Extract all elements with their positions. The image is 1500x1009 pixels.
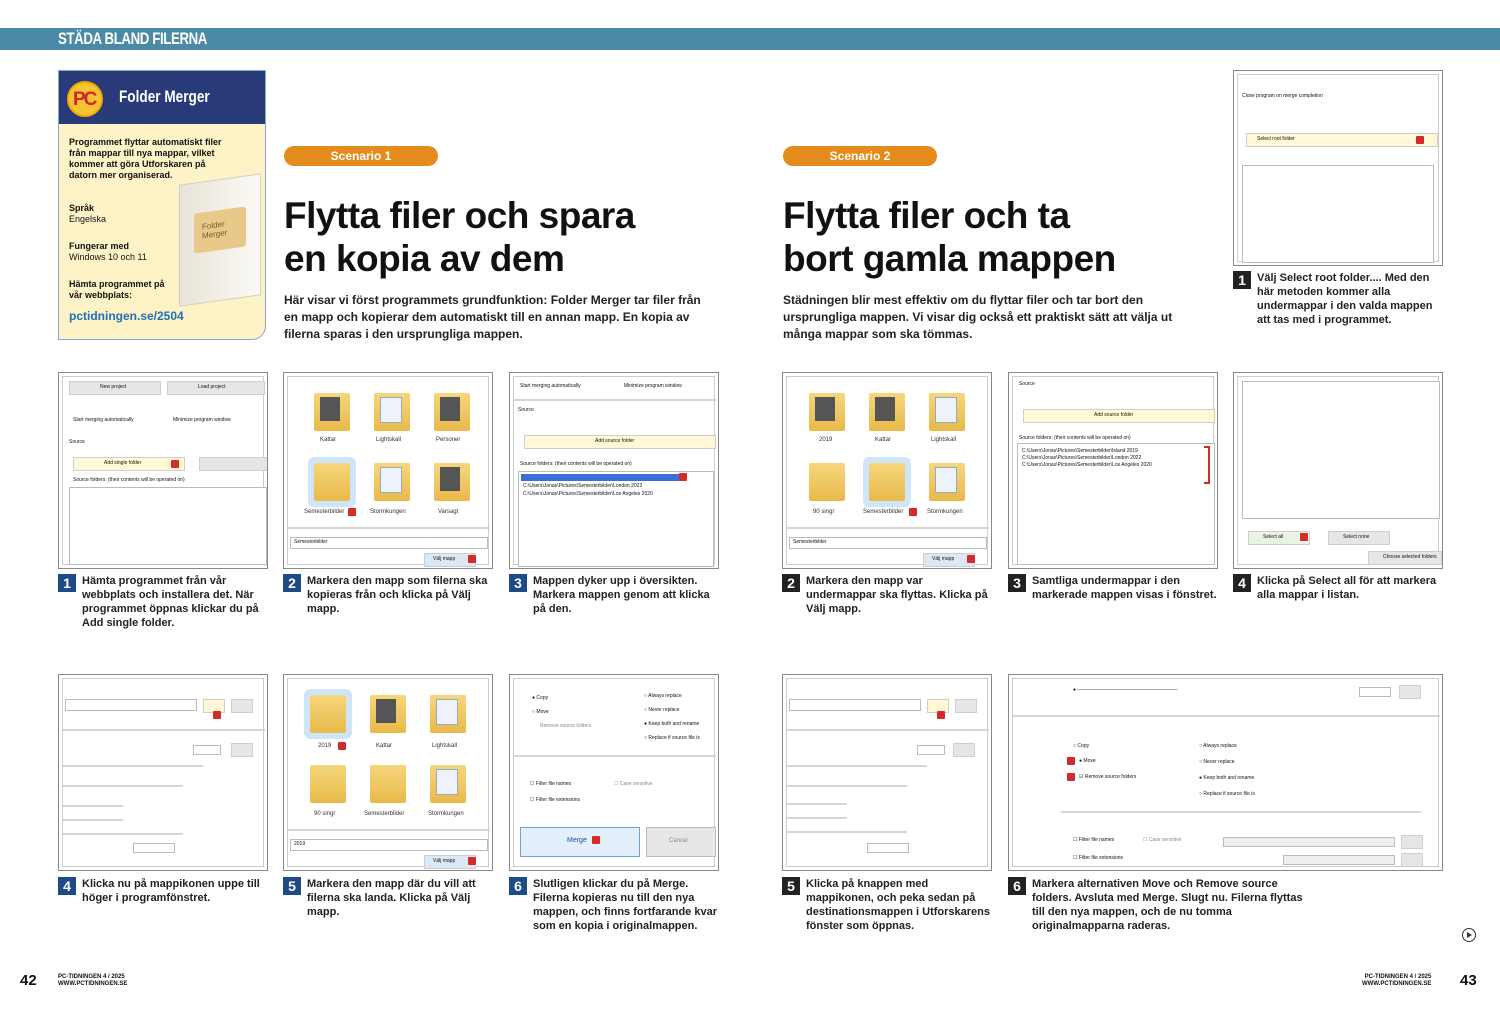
- copy-radio[interactable]: ○ Copy: [1073, 743, 1090, 749]
- page-number-left: 42: [20, 972, 37, 989]
- source-folder-list[interactable]: [1017, 443, 1215, 565]
- marker-1: [1067, 757, 1075, 765]
- screenshot-s2-step3: [1008, 372, 1218, 569]
- open-folder-icon[interactable]: [231, 699, 253, 713]
- source-label: Source: [69, 439, 85, 445]
- folder-icon[interactable]: [374, 393, 410, 431]
- valj-mapp-button[interactable]: Välj mapp: [923, 553, 975, 567]
- add-source-folder-button[interactable]: Add source folder: [1023, 409, 1215, 423]
- caption-s1-6: 6 Slutligen klickar du på Merge. Filerna kopieras nu till den nya mappen, och finns fortfarande kvar som en kopia i originalmappen.: [509, 877, 719, 933]
- screenshot-s1-step6: [509, 674, 719, 871]
- always-replace-radio[interactable]: ○ Always replace: [644, 693, 682, 699]
- add-single-folder-button[interactable]: Add single folder: [73, 457, 185, 471]
- level-button[interactable]: [231, 743, 253, 757]
- source-folder-list[interactable]: [1242, 165, 1434, 263]
- product-header: [59, 71, 265, 124]
- marker-1: [909, 508, 917, 516]
- product-info-box: [58, 70, 266, 340]
- level-field[interactable]: [1359, 687, 1391, 697]
- close-program-checkbox[interactable]: Close program on merge completion: [1242, 93, 1323, 99]
- folder-icon[interactable]: [370, 765, 406, 803]
- list-item[interactable]: C:\Users\Jonas\Pictures\Semesterbilder\London 2022: [523, 483, 643, 489]
- language-value: Engelska: [69, 214, 107, 224]
- merge-option-radio[interactable]: ● ————————————————————: [1073, 687, 1178, 693]
- filter-names-checkbox[interactable]: ☐ Filter file names: [530, 781, 572, 787]
- level-field[interactable]: [917, 745, 945, 755]
- valj-mapp-button[interactable]: Välj mapp: [424, 553, 476, 567]
- marker-1: [338, 742, 346, 750]
- replace-if-radio[interactable]: ○ Replace if source file is: [644, 735, 700, 741]
- move-radio[interactable]: ● Move: [1079, 758, 1096, 764]
- folder-icon[interactable]: [929, 463, 965, 501]
- folder-icon[interactable]: [430, 765, 466, 803]
- marker-1: [937, 711, 945, 719]
- marker-2: [967, 555, 975, 563]
- open-folder-icon[interactable]: [955, 699, 977, 713]
- filter-ext-checkbox[interactable]: ☐ Filter file extensions: [1073, 855, 1124, 861]
- never-replace-radio[interactable]: ○ Never replace: [644, 707, 680, 713]
- cancel-button[interactable]: Cancel: [646, 827, 716, 857]
- copy-radio[interactable]: ● Copy: [532, 695, 549, 701]
- valj-mapp-button[interactable]: Välj mapp: [424, 855, 476, 869]
- folder-icon[interactable]: [434, 393, 470, 431]
- product-name: Folder Merger: [119, 87, 210, 106]
- level-button[interactable]: [953, 743, 975, 757]
- screenshot-s1-step2: Kattar Lightskall Personer Semesterbilder Stormkungen Varsagt Semesterbilder Välj mapp: [283, 372, 493, 569]
- never-replace-radio[interactable]: ○ Never replace: [1199, 759, 1235, 765]
- download-label: Hämta programmet på vår webbplats:: [69, 279, 165, 300]
- filter-names-button[interactable]: [1401, 835, 1423, 849]
- size-select[interactable]: [867, 843, 909, 853]
- download-link[interactable]: pctidningen.se/2504: [69, 309, 184, 323]
- scenario-1-intro: Här visar vi först programmets grundfunktion: Folder Merger tar filer från en mapp och kopierar dem automatiskt till en annan mapp. En kopia av filerna sparas i den ursprungliga mappen.: [284, 293, 701, 341]
- marker-1: [592, 836, 600, 844]
- select-root-button[interactable]: [199, 457, 268, 471]
- folder-icon[interactable]: [430, 695, 466, 733]
- source-folder-list[interactable]: [518, 471, 714, 567]
- list-item-selected[interactable]: [521, 474, 681, 481]
- scenario-1-pill: Scenario 1: [284, 146, 438, 166]
- keep-both-radio[interactable]: ● Keep both and rename: [644, 721, 700, 727]
- case-sensitive-checkbox[interactable]: ☐ Case sensitive: [614, 781, 653, 787]
- destination-field[interactable]: [789, 699, 921, 711]
- list-item[interactable]: C:\Users\Jonas\Pictures\Semesterbilder\London 2022: [1022, 455, 1142, 461]
- magazine-info-left: PC-TIDNINGEN 4 / 2025 WWW.PCTIDNINGEN.SE: [58, 974, 128, 987]
- works-with-label: Fungerar med: [69, 241, 130, 251]
- bracket-marker: [1204, 446, 1210, 484]
- folder-icon[interactable]: [434, 463, 470, 501]
- folder-icon-selected[interactable]: [310, 695, 346, 733]
- caption-s1-5: 5 Markera den mapp där du vill att filerna ska landa. Klicka på Välj mapp.: [283, 877, 493, 919]
- minimize-checkbox[interactable]: Minimize program window: [624, 383, 682, 389]
- replace-if-radio[interactable]: ○ Replace if source file is: [1199, 791, 1255, 797]
- filter-names-field[interactable]: [1223, 837, 1395, 847]
- filter-names-checkbox[interactable]: ☐ Filter file names: [1073, 837, 1115, 843]
- scenario-2-pill: Scenario 2: [783, 146, 937, 166]
- marker-1: [213, 711, 221, 719]
- merge-button[interactable]: Merge: [520, 827, 640, 857]
- path-field[interactable]: Semesterbilder: [290, 537, 488, 549]
- magazine-info-right: PC-TIDNINGEN 4 / 2025 WWW.PCTIDNINGEN.SE: [1362, 974, 1432, 987]
- section-banner: STÄDA BLAND FILERNA: [0, 28, 1500, 50]
- filter-ext-checkbox[interactable]: ☐ Filter file extensions: [530, 797, 581, 803]
- source-label: Source: [518, 407, 534, 413]
- select-root-button[interactable]: Select root folder: [1246, 133, 1438, 147]
- scenario-2-title: Flytta filer och ta bort gamla mappen: [783, 195, 1116, 279]
- size-select[interactable]: [133, 843, 175, 853]
- path-field[interactable]: Semesterbilder: [789, 537, 987, 549]
- caption-s1-2: 2 Markera den mapp som filerna ska kopieras från och klicka på Välj mapp.: [283, 574, 493, 616]
- case-sensitive-checkbox[interactable]: ☐ Case sensitive: [1143, 837, 1182, 843]
- select-none-button[interactable]: Select none: [1328, 531, 1390, 545]
- scenario-2-intro: Städningen blir mest effektiv om du flyttar filer och tar bort den ursprungliga mappen. Vi visar dig också ett praktiskt sätt att välja ut många mappar som ska tömmas.: [783, 293, 1173, 341]
- language-label: Språk: [69, 203, 95, 213]
- source-folders-label: Source folders: (their contents will be operated on): [1019, 435, 1131, 441]
- screenshot-s1-step4: [58, 674, 268, 871]
- screenshot-s1-step1: [58, 372, 268, 569]
- start-merging-checkbox[interactable]: Start merging automatically: [520, 383, 581, 389]
- product-box-image: [179, 173, 261, 307]
- marker-1: [348, 508, 356, 516]
- add-source-folder-button[interactable]: Add source folder: [524, 435, 716, 449]
- load-project-button[interactable]: Load project: [167, 381, 265, 395]
- source-folders-label: Source folders: (their contents will be operated on): [73, 477, 185, 483]
- list-item[interactable]: C:\Users\Jonas\Pictures\Semesterbilder\Island 2019: [1022, 448, 1138, 454]
- list-item[interactable]: C:\Users\Jonas\Pictures\Semesterbilder\Los Angeles 2020: [1022, 462, 1152, 468]
- folder-icon-selected[interactable]: [314, 463, 350, 501]
- destination-field[interactable]: [65, 699, 197, 711]
- screenshot-s2-step5: [782, 674, 992, 871]
- caption-s1-3: 3 Mappen dyker upp i översikten. Markera mappen genom att klicka på den.: [509, 574, 719, 616]
- folder-icon[interactable]: [929, 393, 965, 431]
- source-folders-label: Source folders: (their contents will be operated on): [520, 461, 632, 467]
- remove-source-checkbox[interactable]: Remove source folders: [540, 723, 592, 729]
- folder-icon[interactable]: [370, 695, 406, 733]
- screenshot-s2-step2: 2019 Kattar Lightskall 90 singr Semesterbilder Stormkungen Semesterbilder Välj mapp: [782, 372, 992, 569]
- move-radio[interactable]: ○ Move: [532, 709, 549, 715]
- source-label: Source: [1019, 381, 1035, 387]
- caption-s2-4: 4 Klicka på Select all för att markera alla mappar i listan.: [1233, 574, 1443, 602]
- always-replace-radio[interactable]: ○ Always replace: [1199, 743, 1237, 749]
- screenshot-s1-step3: [509, 372, 719, 569]
- caption-s2-5: 5 Klicka på knappen med mappikonen, och peka sedan på destinationsmappen i Utforskarens fönster som öppnas.: [782, 877, 992, 933]
- choose-selected-button[interactable]: Choose selected folders: [1368, 551, 1442, 565]
- keep-both-radio[interactable]: ● Keep both and rename: [1199, 775, 1255, 781]
- caption-s2-3: 3 Samtliga undermappar i den markerade mappen visas i fönstret.: [1008, 574, 1218, 602]
- level-field[interactable]: [193, 745, 221, 755]
- filter-ext-button[interactable]: [1401, 853, 1423, 867]
- marker-2: [468, 555, 476, 563]
- folder-icon[interactable]: [310, 765, 346, 803]
- minimize-checkbox[interactable]: Minimize program window: [173, 417, 231, 423]
- page-number-right: 43: [1460, 972, 1477, 989]
- folder-icon[interactable]: [374, 463, 410, 501]
- continue-arrow-icon: [1462, 928, 1476, 942]
- works-with-value: Windows 10 och 11: [69, 252, 147, 262]
- folder-icon[interactable]: [869, 393, 905, 431]
- folder-icon: Folder Merger: [194, 206, 246, 253]
- screenshot-s2-step6: [1008, 674, 1443, 871]
- marker-2: [468, 857, 476, 865]
- folder-icon[interactable]: [809, 463, 845, 501]
- caption-s2-6: 6 Markera alternativen Move och Remove source folders. Avsluta med Merge. Slugt nu. Filerna flyttas till den nya mappen, och de nu tomma originalmapparna raderas.: [1008, 877, 1308, 933]
- filter-ext-field[interactable]: [1283, 855, 1395, 865]
- remove-source-checkbox[interactable]: ☑ Remove source folders: [1079, 774, 1137, 780]
- source-folder-list[interactable]: [1242, 381, 1440, 519]
- folder-icon[interactable]: [809, 393, 845, 431]
- pc-logo-icon: PC: [67, 81, 103, 117]
- list-item[interactable]: C:\Users\Jonas\Pictures\Semesterbilder\Los Angeles 2020: [523, 491, 653, 497]
- caption-s2-2: 2 Markera den mapp var undermappar ska flyttas. Klicka på Välj mapp.: [782, 574, 992, 616]
- marker-2: [1067, 773, 1075, 781]
- marker-1: [679, 473, 687, 481]
- screenshot-s2-step1: [1233, 70, 1443, 266]
- marker-1: [1416, 136, 1424, 144]
- folder-icon[interactable]: [314, 393, 350, 431]
- source-folder-list[interactable]: [69, 487, 267, 565]
- caption-s2-1: 1 Välj Select root folder.... Med den här metoden kommer alla undermappar i den valda mappen att tas med i programmet.: [1233, 271, 1443, 327]
- path-field[interactable]: 2019: [290, 839, 488, 851]
- caption-s1-4: 4 Klicka nu på mappikonen uppe till höger i programfönstret.: [58, 877, 268, 905]
- caption-s1-1: 1 Hämta programmet från vår webbplats och installera det. När programmet öppnas klickar du på Add single folder.: [58, 574, 268, 630]
- product-description: Programmet flyttar automatiskt filer från mappar till nya mappar, vilket kommer att göra Utforskaren på datorn mer organiserad.: [69, 137, 222, 180]
- new-project-button[interactable]: New project: [69, 381, 161, 395]
- folder-icon-selected[interactable]: [869, 463, 905, 501]
- screenshot-s2-step4: [1233, 372, 1443, 569]
- scenario-1-title: Flytta filer och spara en kopia av dem: [284, 195, 635, 279]
- level-button[interactable]: [1399, 685, 1421, 699]
- screenshot-s1-step5: 2019 Kattar Lightskall 90 singr Semesterbilder Stormkungen 2019 Välj mapp: [283, 674, 493, 871]
- select-all-button[interactable]: Select all: [1248, 531, 1310, 545]
- marker-1: [1300, 533, 1308, 541]
- marker-1: [171, 460, 179, 468]
- start-merging-checkbox[interactable]: Start merging automatically: [73, 417, 134, 423]
